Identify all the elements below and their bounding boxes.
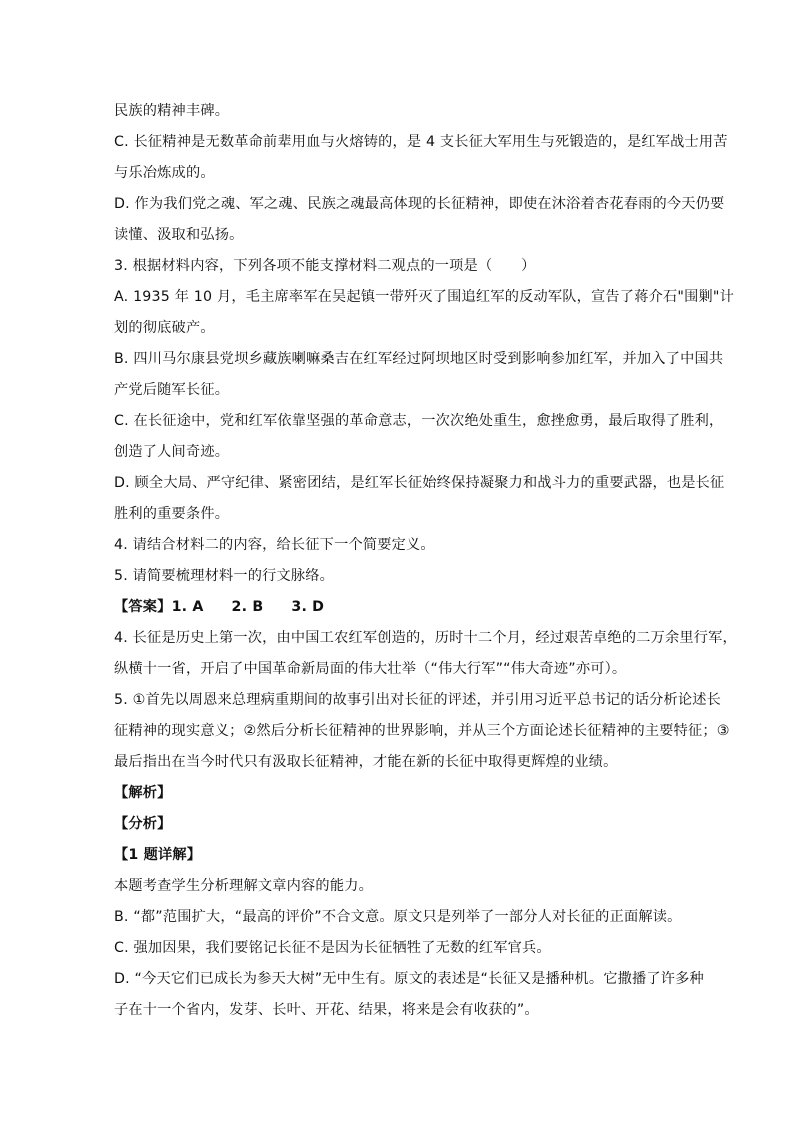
answer-5-line: 5. ①首先以周恩来总理病重期间的故事引出对长征的评述，并引用习近平总书记的话分析论述长 <box>114 692 722 708</box>
text-line: 划的彻底破产。 <box>114 320 215 336</box>
explain-d-line: D. “今天它们已成长为参天大树”无中生有。原文的表述是“长征又是播种机。它撒播了许多种 <box>114 971 704 987</box>
explain-b-line: B. “都”范围扩大，“最高的评价”不合文意。原文只是列举了一部分人对长征的正面解读。 <box>114 909 682 925</box>
analysis-label: 【解析】 <box>114 785 172 801</box>
detail-label: 【1 题详解】 <box>114 847 202 863</box>
text-line: 创造了人间奇迹。 <box>114 444 230 460</box>
option-b-line: B. 四川马尔康县党坝乡藏族喇嘛桑吉在红军经过阿坝地区时受到影响参加红军，并加入了中国共 <box>114 351 724 367</box>
answer-line <box>114 592 702 623</box>
document-body <box>114 96 737 1026</box>
explain-c-line: C. 强加因果，我们要铭记长征不是因为长征牺牲了无数的红军官兵。 <box>114 940 551 956</box>
text-line: 纵横十一省，开启了中国革命新局面的伟大壮举（“伟大行军”“伟大奇迹”亦可）。 <box>114 661 627 677</box>
text-line: 本题考查学生分析理解文章内容的能力。 <box>114 878 373 894</box>
answer-item: 1. A <box>171 599 204 615</box>
fenxi-label: 【分析】 <box>114 816 172 832</box>
text-line: 产党后随军长征。 <box>114 382 230 398</box>
option-d-line: D. 作为我们党之魂、军之魂、民族之魂最高体现的长征精神，即使在沐浴着杏花春雨的今天仍要 <box>114 196 725 212</box>
option-a-line: A. 1935 年 10 月，毛主席率军在吴起镇一带歼灭了围追红军的反动军队，宣告了蒋介石"围剿"计 <box>114 289 734 305</box>
text-line: 民族的精神丰碑。 <box>114 103 230 119</box>
option-d-line: D. 顾全大局、严守纪律、紧密团结，是红军长征始终保持凝聚力和战斗力的重要武器，也是长征 <box>114 475 725 491</box>
text-line: 最后指出在当今时代只有汲取长征精神，才能在新的长征中取得更辉煌的业绩。 <box>114 754 618 770</box>
answer-item: 3. D <box>291 599 325 615</box>
question-4: 4. 请结合材料二的内容，给长征下一个简要定义。 <box>114 537 435 553</box>
text-line: 胜利的重要条件。 <box>114 506 230 522</box>
option-c-line: C. 长征精神是无数革命前辈用血与火熔铸的，是 4 支长征大军用生与死锻造的，是红军战士用苦 <box>114 134 728 150</box>
question-5: 5. 请简要梳理材料一的行文脉络。 <box>114 568 335 584</box>
text-line: 读懂、汲取和弘扬。 <box>114 227 244 243</box>
text-line: 征精神的现实意义；②然后分析长征精神的世界影响，并从三个方面论述长征精神的主要特征；③ <box>114 723 730 739</box>
text-line: 子在十一个省内，发芽、长叶、开花、结果，将来是会有收获的”。 <box>114 1002 539 1018</box>
option-c-line: C. 在长征途中，党和红军依靠坚强的革命意志，一次次绝处重生，愈挫愈勇，最后取得了胜利， <box>114 413 724 429</box>
answer-label: 【答案】 <box>114 599 172 615</box>
answer-item: 2. B <box>231 599 264 615</box>
text-line: 与乐冶炼成的。 <box>114 165 215 181</box>
question-3: 3. 根据材料内容，下列各项不能支撑材料二观点的一项是（ ） <box>114 258 536 274</box>
answer-4-line: 4. 长征是历史上第一次，由中国工农红军创造的，历时十二个月，经过艰苦卓绝的二万余里行军， <box>114 630 737 646</box>
